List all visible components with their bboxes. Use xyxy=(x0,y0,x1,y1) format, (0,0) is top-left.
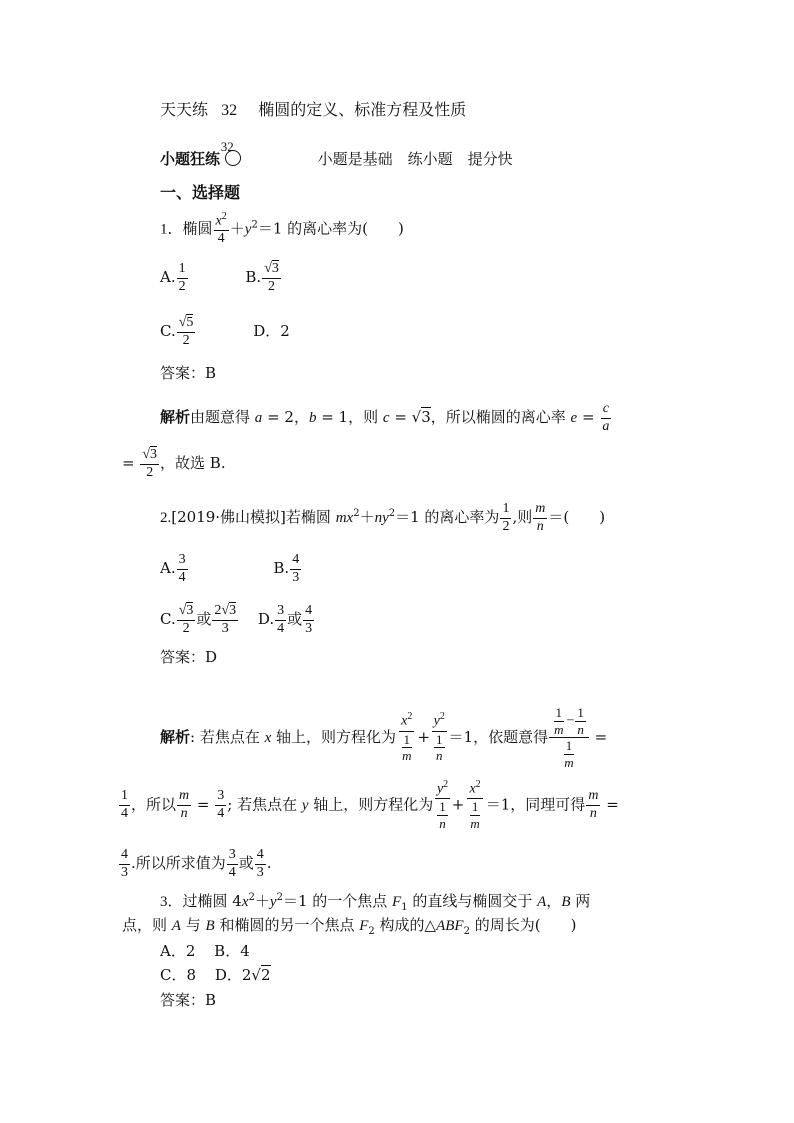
q3-answer: 答案：B xyxy=(160,991,217,1009)
q2-stem-post: ,则 xyxy=(512,508,533,527)
q2-stem-end: ＝( ) xyxy=(548,508,606,527)
q1-options-row1 xyxy=(160,262,282,294)
q2-analysis-line2: $\frac{1}{4}$ ，所以 $\frac{m}{n}$ = $\frac{3}{4}$ ; 若焦点在 y 轴上，则方程化为 $\frac{y^2}{\frac{1}{n}}$ + $\frac{x^2}{\frac{1}{m}}$ ＝1，同理可得 $\frac{m}{n}$ = xyxy=(121,779,619,831)
q1-number: 1． xyxy=(160,221,183,238)
question-3-line2: 点，则 A 与 B 和椭圆的另一个焦点 $F_2$ 构成的$\triangle ABF_2$ 的周长为( ) xyxy=(122,916,577,937)
q3-option-a[interactable]: A．2 xyxy=(160,942,196,960)
q2-option-b-label: B. xyxy=(273,559,290,578)
q3-line1-c: 的直线与椭圆交于 xyxy=(407,892,538,910)
q2-stem-pre: 若椭圆 xyxy=(285,508,336,527)
q2-analysis-text2: 轴上，则方程化为 xyxy=(271,727,397,746)
q1-option-c-label: C. xyxy=(160,322,176,341)
q2-source: [2019·佛山模拟] xyxy=(171,508,286,527)
q1-fraction: $\frac{x^2}{4}$ xyxy=(215,211,227,247)
q2-analysis-label: 解析 xyxy=(160,727,191,746)
page-header xyxy=(160,102,466,119)
banner-motto: 小题是基础 练小题 提分快 xyxy=(317,150,513,168)
q2-analysis-text5: ; 若焦点在 xyxy=(227,795,302,814)
q2-option-b[interactable]: B. $\frac{4}{3}$ xyxy=(273,552,300,585)
banner-badge-number: 32 xyxy=(220,139,234,154)
q1-stem-post: ＝1 的离心率为( ) xyxy=(257,219,404,238)
question-2-stem: 2.[2019·佛山模拟]若椭圆 $mx^2+ny^2=1$ 的离心率为 $\frac{1}{2}$ ,则 $\frac{m}{n}$ ＝( ) xyxy=(160,501,606,534)
q1-analysis-line1: 解析由题意得 a = 2，b = 1，则 c = √3，所以椭圆的离心率 e = $\frac{c}{a}$ xyxy=(160,401,610,434)
q3-line2-e: 的周长为( ) xyxy=(469,916,577,934)
q2-option-c[interactable]: C. $\frac{√3}{2}$ 或 $\frac{2√3}{3}$ xyxy=(160,603,237,636)
q3-line2-c: 和椭圆的另一个焦点 xyxy=(214,916,360,934)
q1-analysis-line2: = $\frac{√3}{2}$ ，故选 B. xyxy=(122,447,226,480)
q2-option-c-label: C. xyxy=(160,610,176,629)
q2-option-d-or: 或 xyxy=(287,610,303,629)
banner-badge xyxy=(220,139,243,168)
q3-option-d-label: D．2 xyxy=(214,966,252,984)
q2-option-d-label: D. xyxy=(257,610,275,629)
q3-option-c[interactable]: C．8 xyxy=(160,966,197,984)
q2-analysis-text1: : 若焦点在 xyxy=(190,727,265,746)
q2-analysis-text3: ＝1，依题意得 xyxy=(448,727,549,746)
q2-options-row2 xyxy=(160,604,315,636)
q2-option-d[interactable]: D. $\frac{3}{4}$ 或 $\frac{4}{3}$ xyxy=(257,603,313,636)
q1-option-b-label: B. xyxy=(245,268,262,287)
q2-stem-mid: ＝1 的离心率为 xyxy=(395,508,500,527)
q2-number: 2. xyxy=(160,510,172,527)
header-number: 32 xyxy=(221,102,238,119)
q2-options-row1 xyxy=(160,553,302,585)
q3-option-b[interactable]: B．4 xyxy=(214,942,250,960)
q3-options-row2 xyxy=(160,968,271,983)
section-banner xyxy=(160,139,513,168)
q2-analysis-text4: ，所以 xyxy=(131,795,177,814)
q3-line2-b: 与 xyxy=(180,916,206,934)
banner-label: 小题狂练 xyxy=(160,150,221,168)
q3-options-row1 xyxy=(160,944,250,959)
q1-answer: 答案：B xyxy=(160,364,217,382)
q3-line1-b: ＝1 的一个焦点 xyxy=(282,892,393,910)
q1-option-b[interactable]: B. $\frac{√3}{2}$ xyxy=(245,261,279,294)
q1-stem-pre: 椭圆 xyxy=(182,219,213,238)
q2-analysis-or: 或 xyxy=(238,854,254,873)
q1-analysis-text1: 由题意得 xyxy=(190,408,255,427)
q1-analysis-text2: ，所以椭圆的离心率 xyxy=(430,408,571,427)
q3-option-d[interactable]: D．2√2 xyxy=(214,966,271,984)
q2-answer: 答案：D xyxy=(160,648,218,666)
q2-option-c-or: 或 xyxy=(196,610,212,629)
header-title: 椭圆的定义、标准方程及性质 xyxy=(258,100,467,119)
q1-option-d[interactable]: D．2 xyxy=(253,322,290,341)
q3-number: 3． xyxy=(160,894,183,910)
q1-analysis-text3: ，故选 B. xyxy=(160,454,226,473)
q2-analysis-line1: 解析: 若焦点在 x 轴上，则方程化为 $\frac{x^2}{\frac{1}{m}}$ + $\frac{y^2}{\frac{1}{n}}$ ＝1，依题意得 $\frac{1}{m}$ − $\frac{1}{n}$ $\frac{1}{m}$ = xyxy=(160,705,608,770)
q3-line1-a: 过椭圆 4 xyxy=(182,892,242,910)
q1-option-a-label: A. xyxy=(160,268,176,287)
q2-analysis-text6: 轴上，则方程化为 xyxy=(308,795,434,814)
q3-line1-d: 两 xyxy=(570,892,591,910)
q1-option-c[interactable]: C. $\frac{√5}{2}$ xyxy=(160,315,194,348)
question-3-line1: 3．过椭圆 $4x^2+y^2=1$ 的一个焦点 $F_1$ 的直线与椭圆交于 A，B 两 xyxy=(160,892,591,913)
q2-analysis-line3: $\frac{4}{3}$ .所以所求值为 $\frac{3}{4}$ 或 $\frac{4}{3}$ . xyxy=(121,847,272,880)
q1-options-row2 xyxy=(160,316,290,348)
q3-line2-d: 构成的△ xyxy=(374,916,437,934)
question-1-stem: 1．椭圆 $\frac{x^2}{4}$ $+y^2=1$ 的离心率为( ) xyxy=(160,211,404,247)
q2-analysis-text8: .所以所求值为 xyxy=(131,854,226,873)
q2-option-a[interactable]: A. $\frac{3}{4}$ xyxy=(160,552,186,585)
q1-analysis-label: 解析 xyxy=(160,408,191,427)
header-series: 天天练 xyxy=(160,100,209,119)
q1-option-a[interactable]: A. $\frac{1}{2}$ xyxy=(160,261,186,294)
q2-analysis-text7: ＝1，同理可得 xyxy=(485,795,586,814)
q3-line2-a: 点，则 xyxy=(122,916,172,934)
q2-option-a-label: A. xyxy=(160,559,176,578)
part-title: 一、选择题 xyxy=(160,183,241,202)
